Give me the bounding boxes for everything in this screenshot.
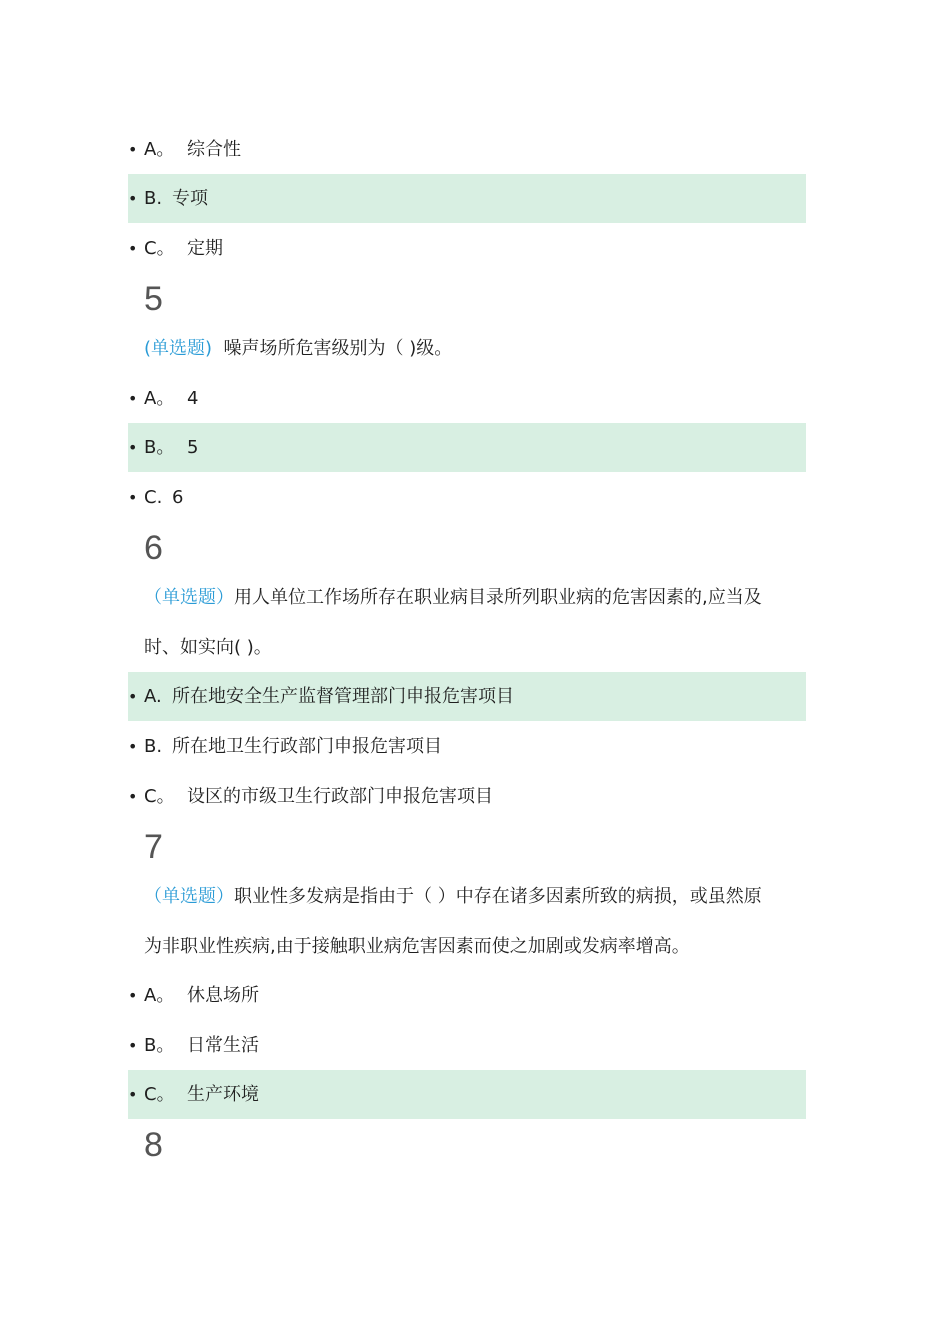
option-letter: A。 [144, 985, 175, 1006]
option-letter: A。 [144, 139, 175, 160]
option-5c[interactable] [128, 473, 806, 522]
option-letter: B。 [144, 1035, 175, 1056]
option-text: 日常生活 [187, 1035, 259, 1056]
bullet-icon: • [128, 389, 138, 408]
bullet-icon: • [128, 189, 138, 208]
bullet-icon: • [128, 986, 138, 1005]
question-line: 职业性多发病是指由于（ ）中存在诸多因素所致的病损，或虽然原 [234, 886, 762, 907]
question-text [144, 324, 806, 373]
question-line: 时、如实向( )。 [144, 637, 272, 658]
option-6a-selected[interactable] [128, 672, 806, 721]
option-letter: C。 [144, 238, 175, 259]
option-text: 6 [172, 487, 184, 508]
option-letter: C. [144, 487, 163, 508]
question-text [144, 872, 806, 921]
question-text-continued [144, 922, 806, 971]
question-number: 6 [144, 529, 163, 567]
bullet-icon: • [128, 239, 138, 258]
option-text: 所在地安全生产监督管理部门申报危害项目 [172, 686, 514, 707]
question-text [144, 573, 806, 622]
option-letter: A。 [144, 388, 175, 409]
option-text: 5 [187, 437, 199, 458]
question-type-label: （单选题） [144, 587, 234, 608]
question-number: 5 [144, 280, 163, 318]
bullet-icon: • [128, 787, 138, 806]
option-4c[interactable] [128, 224, 806, 273]
option-text: 所在地卫生行政部门申报危害项目 [172, 736, 442, 757]
option-7a[interactable] [128, 971, 806, 1020]
option-letter: B。 [144, 437, 175, 458]
option-letter: A. [144, 686, 162, 707]
question-text-continued [144, 623, 806, 672]
option-4b-selected[interactable] [128, 174, 806, 223]
option-letter: C。 [144, 1084, 175, 1105]
bullet-icon: • [128, 737, 138, 756]
option-text: 定期 [187, 238, 223, 259]
option-text: 生产环境 [187, 1084, 259, 1105]
question-number: 7 [144, 828, 163, 866]
option-4a[interactable] [128, 125, 806, 174]
option-letter: B. [144, 188, 163, 209]
option-letter: B. [144, 736, 163, 757]
question-line: 用人单位工作场所存在职业病目录所列职业病的危害因素的,应当及 [234, 587, 762, 608]
question-type-label: (单选题) [144, 338, 213, 359]
question-type-label: （单选题） [144, 886, 234, 907]
option-5b-selected[interactable] [128, 423, 806, 472]
bullet-icon: • [128, 1085, 138, 1104]
option-text: 专项 [172, 188, 208, 209]
option-7c-selected[interactable] [128, 1070, 806, 1119]
question-line: 噪声场所危害级别为（ )级。 [223, 338, 453, 359]
bullet-icon: • [128, 140, 138, 159]
option-text: 设区的市级卫生行政部门申报危害项目 [187, 786, 493, 807]
option-5a[interactable] [128, 374, 806, 423]
option-text: 4 [187, 388, 199, 409]
option-letter: C。 [144, 786, 175, 807]
question-line: 为非职业性疾病,由于接触职业病危害因素而使之加剧或发病率增高。 [144, 936, 690, 957]
question-number: 8 [144, 1126, 163, 1164]
bullet-icon: • [128, 488, 138, 507]
option-text: 休息场所 [187, 985, 259, 1006]
bullet-icon: • [128, 687, 138, 706]
option-7b[interactable] [128, 1021, 806, 1070]
option-6b[interactable] [128, 722, 806, 771]
option-6c[interactable] [128, 772, 806, 821]
bullet-icon: • [128, 438, 138, 457]
bullet-icon: • [128, 1036, 138, 1055]
option-text: 综合性 [187, 139, 241, 160]
